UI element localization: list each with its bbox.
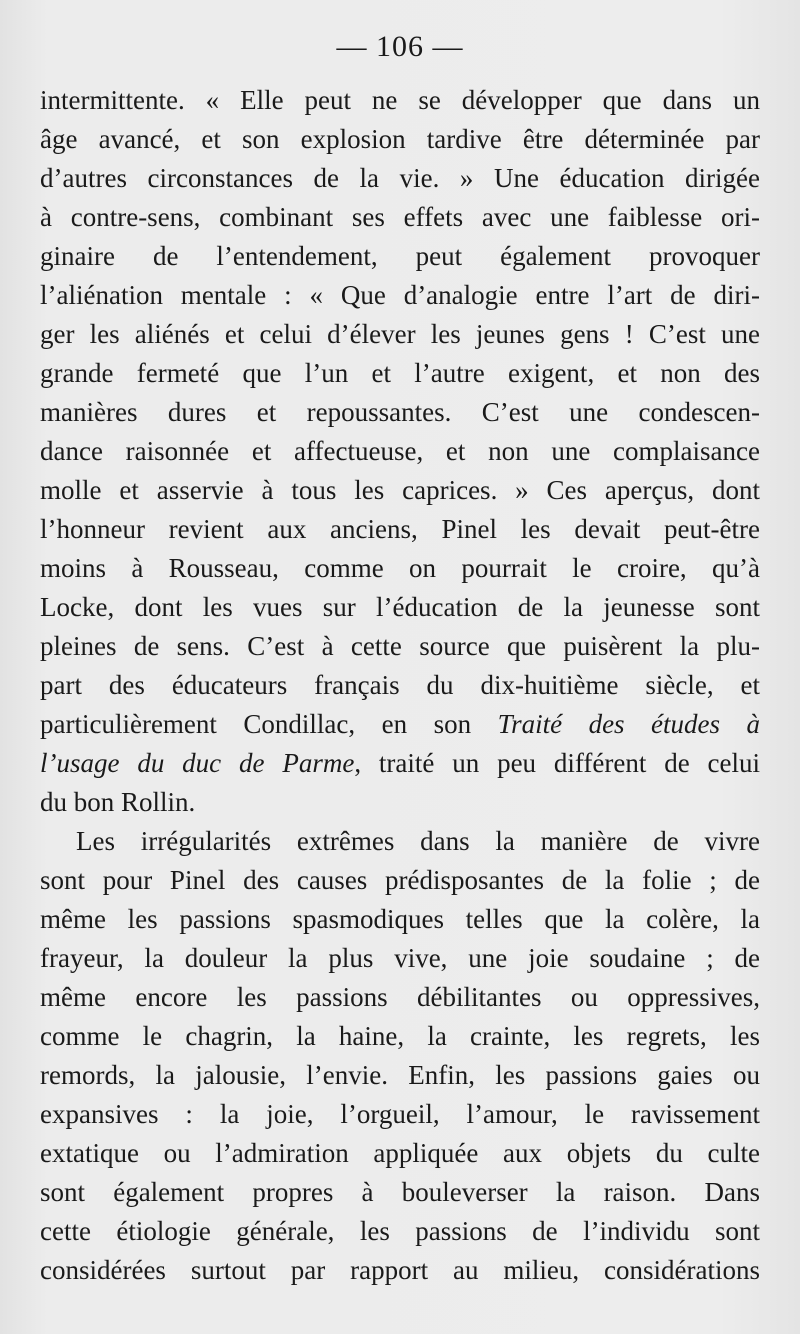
text-line: grande fermeté que l’un et l’autre exigent, et non des (40, 358, 760, 388)
text-line: extatique ou l’admiration appliquée aux objets du culte (40, 1138, 760, 1168)
text-line: même encore les passions débilitantes ou oppressives, (40, 982, 760, 1012)
text-line: cette étiologie générale, les passions de l’individu sont (40, 1216, 760, 1246)
book-title-italic: l’usage du duc de Parme (40, 748, 355, 778)
text-line (40, 744, 760, 783)
text-run: , traité un peu différent de celui (354, 748, 760, 778)
page-number: — 106 — (336, 30, 464, 63)
text-line: à contre-sens, combinant ses effets avec une faiblesse ori- (40, 202, 760, 232)
text-line: du bon Rollin. (40, 787, 196, 817)
body-text (40, 81, 760, 1290)
text-line: même les passions spasmodiques telles que la colère, la (40, 904, 760, 934)
text-line: ginaire de l’entendement, peut également provoquer (40, 241, 760, 271)
text-line: molle et asservie à tous les caprices. » Ces aperçus, dont (40, 475, 760, 505)
text-line: l’aliénation mentale : « Que d’analogie entre l’art de diri- (40, 280, 760, 310)
paragraph-first-line: Les irrégularités extrêmes dans la manière de vivre (76, 826, 760, 856)
text-line: manières dures et repoussantes. C’est une condescen- (40, 397, 760, 427)
text-line: pleines de sens. C’est à cette source que puisèrent la plu- (40, 631, 760, 661)
text-line: frayeur, la douleur la plus vive, une joie soudaine ; de (40, 943, 760, 973)
text-line: sont pour Pinel des causes prédisposantes de la folie ; de (40, 865, 760, 895)
text-line: Locke, dont les vues sur l’éducation de la jeunesse sont (40, 592, 760, 622)
text-line (40, 705, 760, 744)
text-line: moins à Rousseau, comme on pourrait le croire, qu’à (40, 553, 760, 583)
text-line: comme le chagrin, la haine, la crainte, les regrets, les (40, 1021, 760, 1051)
text-line: l’honneur revient aux anciens, Pinel les devait peut-être (40, 514, 760, 544)
text-line: part des éducateurs français du dix-huitième siècle, et (40, 670, 760, 700)
text-line: dance raisonnée et affectueuse, et non une complaisance (40, 436, 760, 466)
book-title-italic: Traité des études à (497, 709, 760, 739)
text-run: particulièrement Condillac, en son (40, 709, 498, 739)
text-line: expansives : la joie, l’orgueil, l’amour, le ravissement (40, 1099, 760, 1129)
text-line: d’autres circonstances de la vie. » Une éducation dirigée (40, 163, 760, 193)
text-line: sont également propres à bouleverser la raison. Dans (40, 1177, 760, 1207)
text-line: ger les aliénés et celui d’élever les jeunes gens ! C’est une (40, 319, 760, 349)
text-line: considérées surtout par rapport au milieu, considérations (40, 1255, 760, 1285)
text-line: intermittente. « Elle peut ne se développer que dans un (40, 85, 760, 115)
text-line: âge avancé, et son explosion tardive être déterminée par (40, 124, 760, 154)
text-line: remords, la jalousie, l’envie. Enfin, les passions gaies ou (40, 1060, 760, 1090)
